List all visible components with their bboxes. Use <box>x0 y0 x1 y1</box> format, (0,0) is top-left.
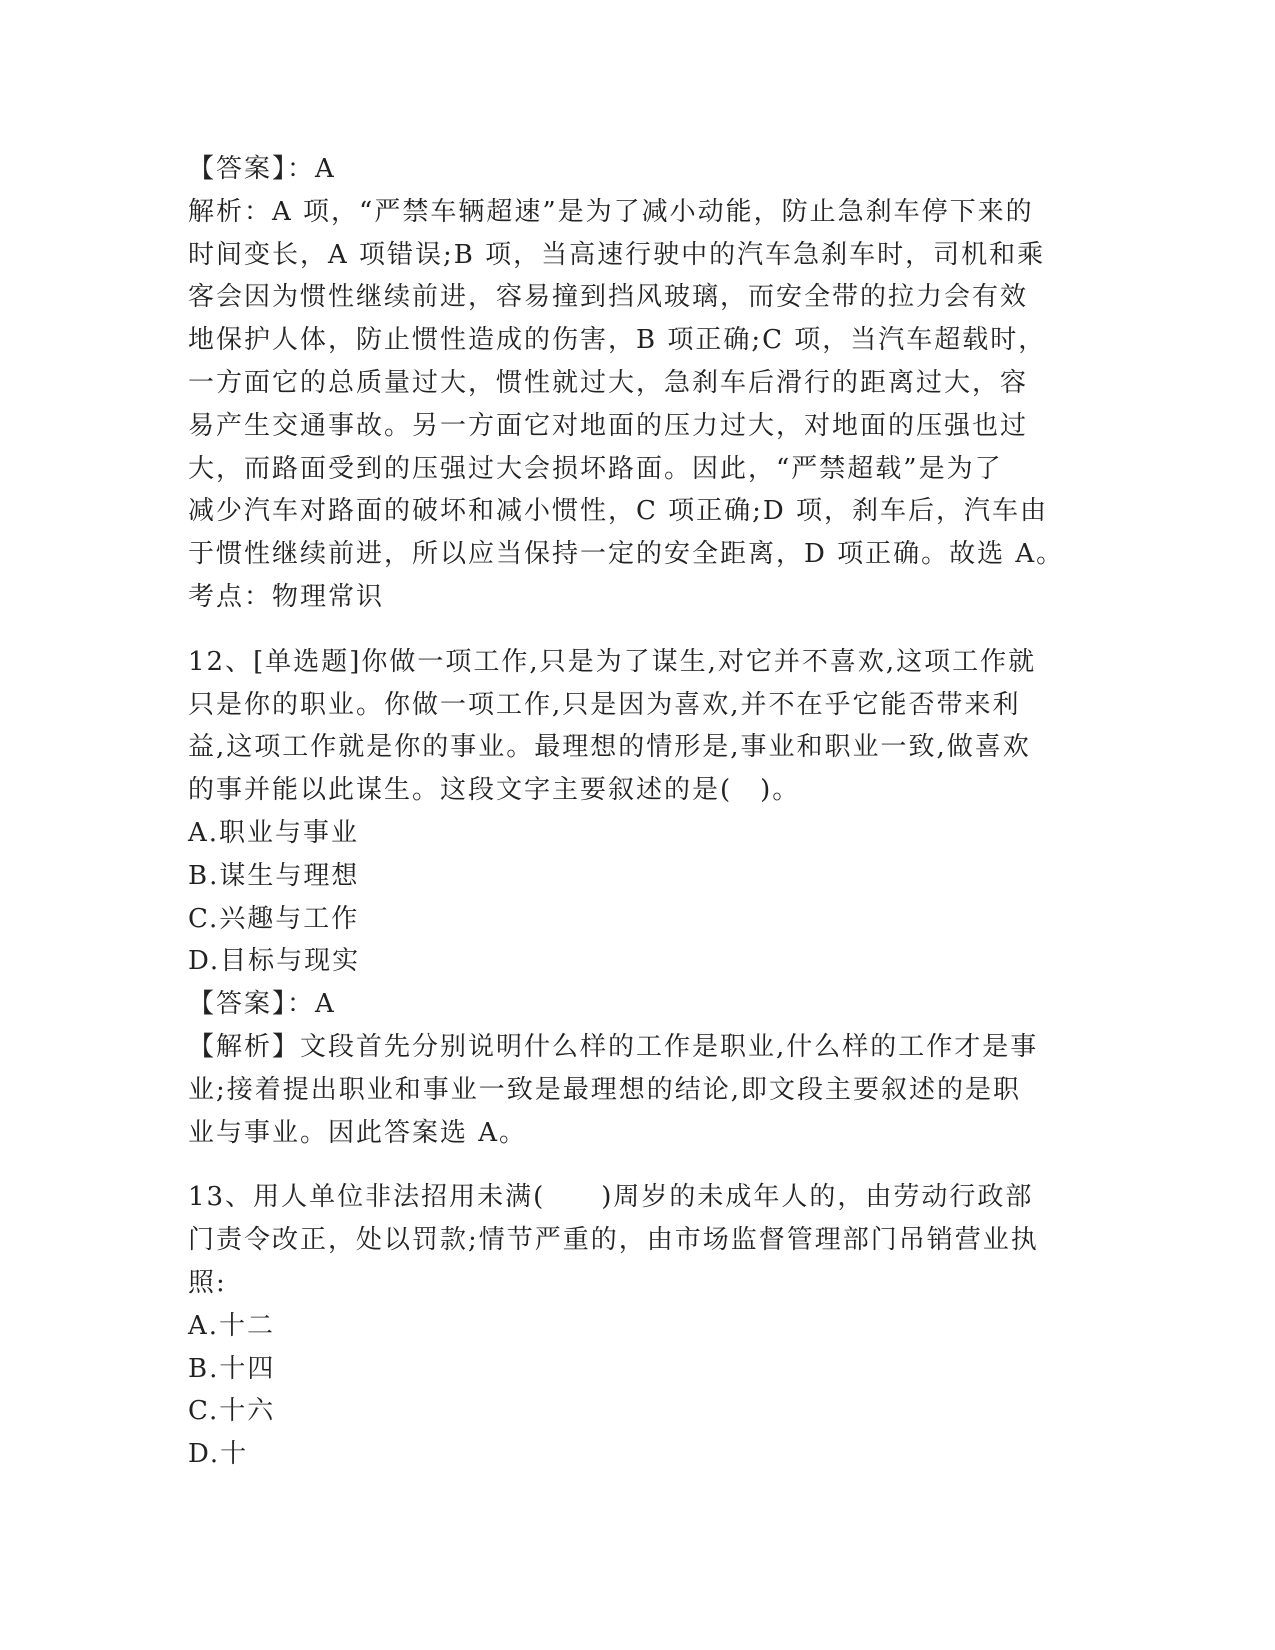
question-stem-line: 只是你的职业。你做一项工作,只是因为喜欢,并不在乎它能否带来利 <box>188 689 1021 720</box>
option-a: A.职业与事业 <box>188 817 360 848</box>
question-13 <box>188 1176 1088 1476</box>
question-stem-line: 的事并能以此谋生。这段文字主要叙述的是( )。 <box>188 775 801 806</box>
option-b: B.十四 <box>188 1353 276 1384</box>
analysis-line: 易产生交通事故。另一方面它对地面的压力过大，对地面的压强也过 <box>188 410 1029 441</box>
question-12 <box>188 641 1088 1155</box>
analysis-line: 一方面它的总质量过大，惯性就过大，急刹车后滑行的距离过大，容 <box>188 367 1029 398</box>
option-d: D.目标与现实 <box>188 946 361 977</box>
analysis-line: 业与事业。因此答案选 A。 <box>188 1117 528 1148</box>
question-stem-line: 12、[单选题]你做一项工作,只是为了谋生,对它并不喜欢,这项工作就 <box>188 646 1037 677</box>
answer-block-11 <box>188 148 1088 619</box>
question-stem-line: 13、用人单位非法招用未满( )周岁的未成年人的，由劳动行政部 <box>188 1182 1034 1213</box>
document-page <box>188 148 1088 1476</box>
topic-line: 考点：物理常识 <box>188 581 385 612</box>
analysis-line: 减少汽车对路面的破坏和减小惯性，C 项正确;D 项，刹车后，汽车由 <box>188 496 1049 527</box>
analysis-line: 大，而路面受到的压强过大会损坏路面。因此，“严禁超载”是为了 <box>188 453 1003 484</box>
question-stem-line: 门责令改正，处以罚款;情节严重的，由市场监督管理部门吊销营业执 <box>188 1225 1039 1256</box>
option-c: C.十六 <box>188 1396 276 1427</box>
option-a: A.十二 <box>188 1310 276 1341</box>
answer-line: 【答案】：A <box>188 989 336 1020</box>
analysis-line: 地保护人体，防止惯性造成的伤害，B 项正确;C 项，当汽车超载时， <box>188 325 1047 356</box>
answer-line: 【答案】：A <box>188 154 336 184</box>
spacer <box>188 1154 1088 1176</box>
analysis-line: 业;接着提出职业和事业一致是最理想的结论,即文段主要叙述的是职 <box>188 1074 1022 1105</box>
option-c: C.兴趣与工作 <box>188 903 360 934</box>
analysis-line: 时间变长，A 项错误;B 项，当高速行驶中的汽车急刹车时，司机和乘 <box>188 239 1046 270</box>
analysis-line: 【解析】文段首先分别说明什么样的工作是职业,什么样的工作才是事 <box>188 1031 1039 1062</box>
option-d: D.十 <box>188 1439 249 1470</box>
analysis-line: 客会因为惯性继续前进，容易撞到挡风玻璃，而安全带的拉力会有效 <box>188 282 1029 313</box>
analysis-line: 于惯性继续前进，所以应当保持一定的安全距离，D 项正确。故选 A。 <box>188 539 1065 570</box>
question-stem-line: 照: <box>188 1267 227 1298</box>
spacer <box>188 619 1088 641</box>
option-b: B.谋生与理想 <box>188 860 360 891</box>
question-stem-line: 益,这项工作就是你的事业。最理想的情形是,事业和职业一致,做喜欢 <box>188 732 1031 763</box>
analysis-line: 解析：A 项，“严禁车辆超速”是为了减小动能，防止急刹车停下来的 <box>188 196 1034 227</box>
